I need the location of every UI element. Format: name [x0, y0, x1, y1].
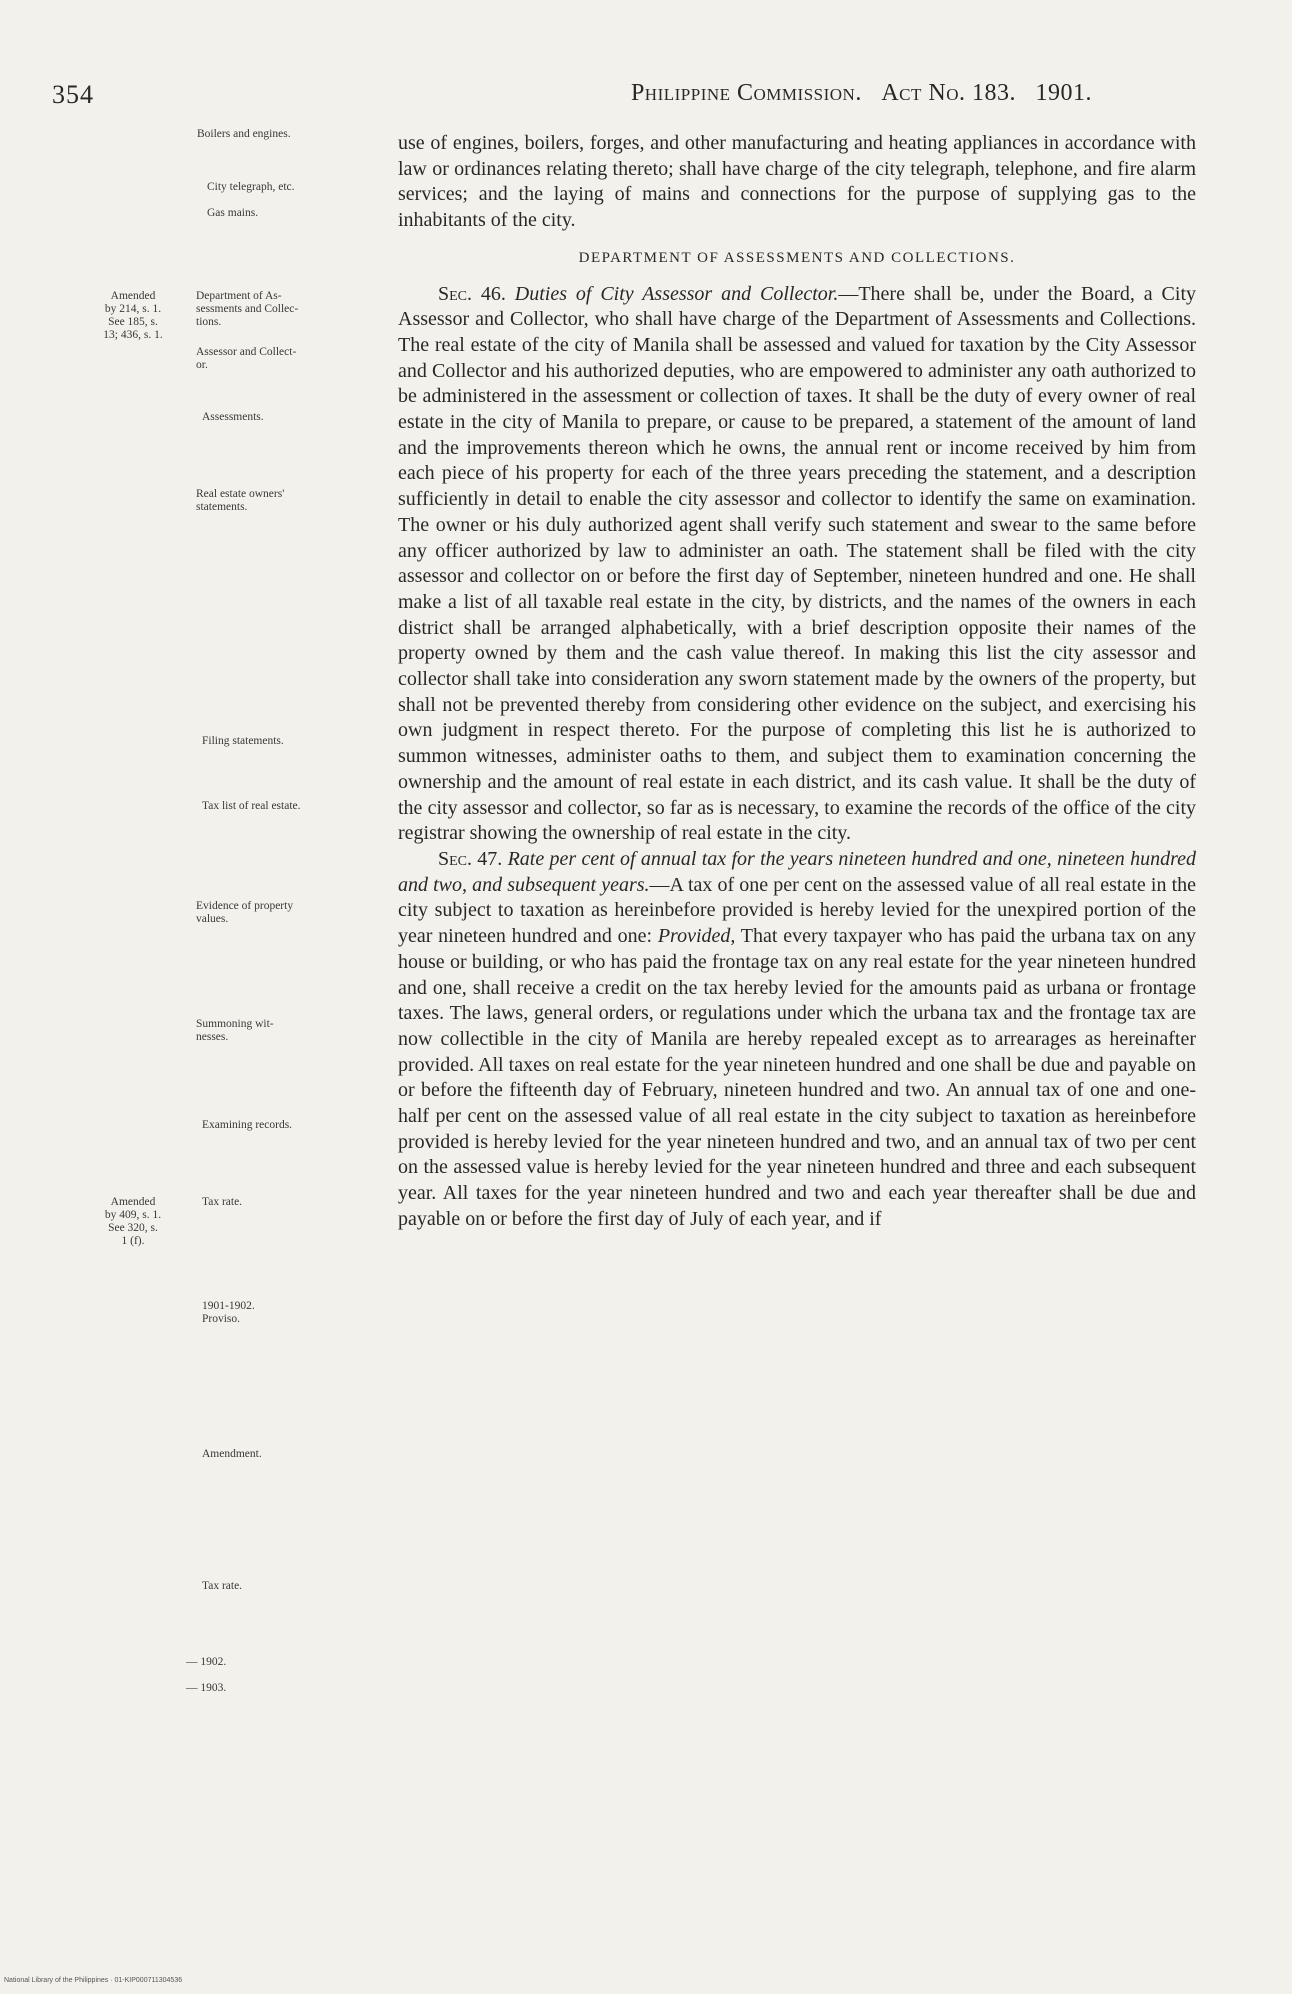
section-47-title: Rate per cent of annual tax for the years nineteen hundred and one, nineteen hundred and two, and subsequent years.	[398, 847, 1197, 896]
margin-note-1902: — 1902.	[186, 1656, 227, 1668]
margin-note-examining: Examining records.	[202, 1119, 293, 1131]
margin-note-tax-list: Tax list of real estate.	[202, 800, 301, 812]
margin-note-amended-2	[78, 1196, 188, 1248]
margin-note-gas: Gas mains.	[207, 207, 259, 219]
margin-note-proviso	[202, 1300, 255, 1326]
amended-1-line-a: Amended	[110, 290, 156, 302]
amended-2-line-c: See 320, s.	[108, 1222, 158, 1234]
evidence-line-b: values.	[196, 913, 229, 925]
section-47-text-b: That every taxpayer who has paid the urbana tax on any house or building, or who has paid the frontage tax on any real estate for the year nineteen hundred and one, shall receive a credit on the tax hereby levied for the amounts paid as urbana or frontage taxes. The laws, general orders, or regulations under which the urbana tax and the frontage tax are now collectible in the city of Manila are hereby repealed except as to arrearages as hereinafter provided. All taxes on real estate for the year nineteen hundred and one shall be due and payable on or before the fifteenth day of February, nineteen hundred and two. An annual tax of one and one-half per cent on the assessed value of all real estate in the city subject to taxation as hereinbefore provided is hereby levied for the year nineteen hundred and two, and an annual tax of two per cent on the assessed value is hereby levied for the year nineteen hundred and three and each subsequent year. All taxes for the year nineteen hundred and two and each year thereafter shall be due and payable on or before the first day of July of each year, and if	[398, 925, 1196, 1230]
margin-note-assessor	[196, 346, 296, 372]
proviso-line-b: Proviso.	[202, 1313, 241, 1325]
running-head-year: 1901.	[1035, 80, 1092, 106]
margin-note-department	[196, 290, 298, 329]
margin-note-boilers: Boilers and engines.	[197, 128, 291, 140]
margin-note-amended-1	[78, 290, 188, 342]
amended-1-line-d: 13; 436, s. 1.	[103, 329, 163, 341]
margin-note-amendment: Amendment.	[202, 1448, 262, 1460]
assessor-line-b: or.	[196, 359, 208, 371]
real-estate-line-a: Real estate owners'	[196, 488, 285, 500]
margin-note-assessments: Assessments.	[202, 411, 264, 423]
paragraph-continuation: use of engines, boilers, forges, and other manufacturing and heating appliances in accordance with law or ordinances relating thereto; shall have charge of the city telegraph, telephone, and fire alarm services; and the laying of mains and connections for the purpose of supplying gas to the inhabitants of the city.	[398, 132, 1196, 232]
amended-2-line-d: 1 (f).	[121, 1235, 145, 1247]
amended-2-line-b: by 409, s. 1.	[104, 1209, 162, 1221]
running-head	[52, 80, 1092, 107]
real-estate-line-b: statements.	[196, 501, 248, 513]
margin-note-filing: Filing statements.	[202, 735, 284, 747]
main-text	[398, 131, 1196, 1233]
section-47	[398, 847, 1196, 1233]
amended-2-line-a: Amended	[110, 1196, 156, 1208]
section-46-text: —There shall be, under the Board, a City Assessor and Collector, who shall have charge of the Department of Assessments and Collections. The real estate of the city of Manila shall be assessed and valued for taxation by the City Assessor and Collector and his authorized deputies, who are empowered to administer any oath authorized to be administered in the assessment or collection of taxes. It shall be the duty of every owner of real estate in the city of Manila to prepare, or cause to be prepared, a statement of the amount of land and the improvements thereon which he owns, the annual rent or income received by him from each piece of his property for each of the three years preceding the statement, and a description sufficiently in detail to enable the city assessor and collector to identify the same on examination. The owner or his duly authorized agent shall verify such statement and swear to the same before any officer authorized by law to administer an oath. The statement shall be filed with the city assessor and collector on or before the first day of September, nineteen hundred and one. He shall make a list of all taxable real estate in the city, by districts, and the names of the owners in each district shall be arranged alphabetically, with a brief description opposite their names of the property owned by them and the cash value thereof. In making this list the city assessor and collector shall take into consideration any sworn statement made by the owners of the property, but shall not be prevented thereby from considering other evidence on the subject, and exercising his own judgment in respect thereto. For the purpose of completing this list he is authorized to summon witnesses, administer oaths to them, and subject them to examination concerning the ownership and the amount of real estate in each district, and its cash value. It shall be the duty of the city assessor and collector, so far as is necessary, to examine the records of the office of the city registrar showing the ownership of real estate in the city.	[398, 282, 1196, 845]
evidence-line-a: Evidence of property	[196, 900, 294, 912]
margin-note-tax-rate-1: Tax rate.	[202, 1196, 243, 1208]
section-heading: DEPARTMENT OF ASSESSMENTS AND COLLECTIONS.	[578, 249, 1016, 266]
section-47-provided: Provided,	[657, 925, 736, 948]
margin-note-telegraph: City telegraph, etc.	[207, 181, 295, 193]
section-47-text-a: —A tax of one per cent on the assessed value of all real estate in the city subject to taxation as hereinbefore provided is hereby levied for the unexpired portion of the year nineteen hundred and one:	[398, 873, 1197, 948]
proviso-line-a: 1901-1902.	[202, 1300, 255, 1312]
page-header	[52, 80, 1092, 110]
summoning-line-a: Summoning wit-	[196, 1018, 274, 1030]
footer-credit: National Library of the Philippines · 01-KIP000711304536	[4, 1977, 183, 1984]
margin-note-summoning	[196, 1018, 274, 1044]
amended-1-line-b: by 214, s. 1.	[104, 303, 162, 315]
running-head-title: Philippine Commission.	[630, 80, 862, 106]
department-line-c: tions.	[196, 316, 222, 328]
assessor-line-a: Assessor and Collect-	[196, 346, 297, 358]
section-46-title: Duties of City Assessor and Collector.	[514, 282, 839, 305]
section-47-label: Sec. 47.	[438, 847, 503, 870]
margin-note-real-estate	[196, 488, 284, 514]
margin-note-1903: — 1903.	[186, 1682, 227, 1694]
summoning-line-b: nesses.	[196, 1031, 229, 1043]
section-46-label: Sec. 46.	[438, 282, 506, 305]
margin-note-tax-rate-2: Tax rate.	[202, 1580, 243, 1592]
section-46	[398, 282, 1196, 847]
running-head-act: Act No. 183.	[881, 80, 1016, 106]
page-number: 354	[52, 80, 94, 109]
department-line-a: Department of As-	[196, 290, 282, 302]
department-line-b: sessments and Collec-	[196, 303, 299, 315]
margin-note-evidence	[196, 900, 293, 926]
amended-1-line-c: See 185, s.	[108, 316, 158, 328]
